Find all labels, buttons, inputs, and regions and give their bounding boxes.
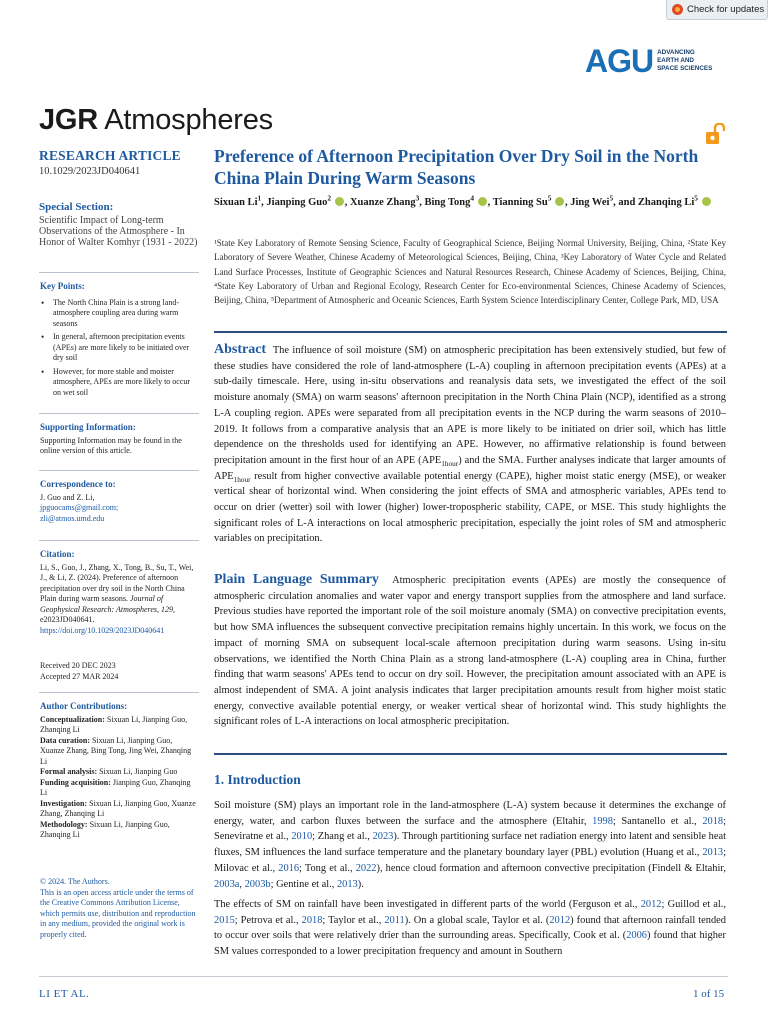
body-paragraph: The effects of SM on rainfall have been investigated in different parts of the world (Ferguson et al., 2012; Guillod et al., 2015; Petrova et al., 2018; Taylor et al., 2011). On a global scale, Taylor et al. (2012) found that afternoon rainfall tended to occur over soils that were relatively drier than the surrounding areas. Specifically, Cook et al. (2006) found that higher SM values corresponded to a lower precipitation frequency and amount in Southern xyxy=(214,899,726,958)
page-number: 1 of 15 xyxy=(693,988,725,1000)
article-type: RESEARCH ARTICLE xyxy=(39,148,181,163)
citation-doi-link[interactable]: https://doi.org/10.1029/2023JD040641 xyxy=(40,625,165,635)
reference-link[interactable]: 2006 xyxy=(626,930,647,942)
open-access-lock-icon xyxy=(705,123,725,145)
license-link[interactable]: Creative Commons Attribution xyxy=(51,898,151,907)
reference-link[interactable]: 2016 xyxy=(278,862,300,874)
contribution-item: Methodology: Sixuan Li, Jianping Guo, Zhanqing Li xyxy=(40,819,170,839)
divider xyxy=(39,272,199,273)
section-rule xyxy=(214,331,727,333)
affiliation-marker: 5 xyxy=(694,193,698,203)
affiliation-marker: 4 xyxy=(470,193,475,203)
orcid-icon[interactable] xyxy=(335,197,344,206)
correspondence-email-link[interactable]: zli@atmos.umd.edu xyxy=(40,513,105,523)
correspondence xyxy=(40,479,198,524)
check-for-updates-button[interactable] xyxy=(666,0,768,20)
correspondence-email-link[interactable]: jpguocams@gmail.com; xyxy=(40,503,119,512)
divider xyxy=(39,540,199,541)
reference-link[interactable]: 1998 xyxy=(592,815,613,827)
divider xyxy=(39,692,199,693)
divider xyxy=(39,413,199,414)
supporting-information xyxy=(40,422,198,457)
running-footer-authors: LI ET AL. xyxy=(39,988,90,1000)
author-name: Bing Tong xyxy=(424,197,471,208)
check-for-updates-label: Check for updates xyxy=(687,4,765,15)
reference-link[interactable]: 2011 xyxy=(384,914,405,926)
key-points xyxy=(40,281,198,401)
section-heading-introduction: 1. Introduction xyxy=(214,772,301,787)
key-point-item: • The North China Plain is a strong land-atmosphere coupling area during warm seasons xyxy=(40,298,198,330)
reference-link[interactable]: 2003a xyxy=(214,878,240,890)
crossmark-icon xyxy=(672,4,683,15)
author-name: Tianning Su xyxy=(492,197,548,208)
affiliations: ¹State Key Laboratory of Remote Sensing Science, Faculty of Geographical Science, Beijing Normal University, Beijing, China, ²State Key Laboratory of Severe Weather, Chinese Academy of Meteorological Sciences, Beijing, China, ³Key Laboratory of Water Cycle and Related Land Surface Processes, Institute of Geographic Sciences and Natural Resources Research, Chinese Academy of Sciences, Beijing, China, ⁴State Key Laboratory of Urban and Regional Ecology, Research Center for Eco-environmental Sciences, Chinese Academy of Sciences, Beijing, China, ⁵Department of Atmospheric and Oceanic Sciences, Earth System Science Interdisciplinary Center, College Park, MD, USA xyxy=(214,238,726,306)
journal-title: JGR Atmospheres xyxy=(39,104,273,136)
reference-link[interactable]: 2018 xyxy=(301,914,323,926)
accepted-date: Accepted 27 MAR 2024 xyxy=(40,671,119,681)
agu-logo-mark: AGU xyxy=(585,43,654,79)
citation-text: Li, S., Guo, J., Zhang, X., Tong, B., Su, T., Wei, J., & Li, Z. (2024). Preference of afternoon precipitation over dry soil in the North China Plain during warm seasons. Journal of Geophysical Research: Atmospheres, 129, e2023JD040641. https://doi.org/10.1029/2023JD040641 xyxy=(40,562,194,635)
reference-link[interactable]: 2018 xyxy=(702,815,724,827)
copyright-line: © 2024. The Authors. xyxy=(40,877,110,886)
correspondence-names: J. Guo and Z. Li, xyxy=(40,492,95,502)
orcid-icon[interactable] xyxy=(702,197,711,206)
correspondence-heading: Correspondence to: xyxy=(40,479,116,489)
reference-link[interactable]: 2013 xyxy=(702,847,724,859)
reference-link[interactable]: 2010 xyxy=(291,831,313,843)
author-name: Jianping Guo xyxy=(266,197,328,208)
body-paragraph: Soil moisture (SM) plays an important role in the land-atmosphere (L-A) system because it determines the exchange of energy, water, and carbon fluxes between the surface and the atmosphere (Eltahir, 1998; Santanello et al., 2018; Seneviratne et al., 2010; Zhang et al., 2023). Through partitioning surface net radiation energy into latent and sensible heat fluxes, SM influences the land surface temperature and the planetary boundary layer (PBL) evolution (Huang et al., 2013; Milovac et al., 2016; Tong et al., 2022), hence cloud formation and afternoon convective precipitation (Findell & Eltahir, 2003a, 2003b; Gentine et al., 2013). xyxy=(214,800,726,890)
special-section-heading: Special Section: xyxy=(39,201,114,213)
reference-link[interactable]: 2022 xyxy=(355,862,377,874)
orcid-icon[interactable] xyxy=(478,197,487,206)
author-list: Sixuan Li$^1$, Jianping Guo$^2$ , Xuanze Zhang$^3$, Bing Tong$^4$ , Tianning Su$^5$ , Jing Wei$^5$, and Zhanqing Li$^5$ xyxy=(214,196,724,210)
article-title: Preference of Afternoon Precipitation Over Dry Soil in the North China Plain During Warm Seasons xyxy=(214,146,699,188)
supporting-information-heading: Supporting Information: xyxy=(40,422,136,432)
contribution-item: Data curation: Sixuan Li, Jianping Guo, Xuanze Zhang, Bing Tong, Jing Wei, Zhanqing Li xyxy=(40,735,192,766)
contribution-item: Funding acquisition: Jianping Guo, Zhanqing Li xyxy=(40,777,191,797)
author-name: Zhanqing Li xyxy=(637,197,695,208)
agu-logo xyxy=(585,44,725,78)
citation xyxy=(40,549,198,636)
agu-logo-text: ADVANCING EARTH AND SPACE SCIENCES xyxy=(657,49,713,72)
article-dates xyxy=(40,661,198,682)
author-contributions xyxy=(40,701,198,841)
author-name: Xuanze Zhang xyxy=(349,197,416,208)
received-date: Received 20 DEC 2023 xyxy=(40,661,116,670)
special-section-text: Scientific Impact of Long-term Observations of the Atmosphere - In Honor of Walter Komhyr (1931 - 2022) xyxy=(39,215,198,248)
footer-rule xyxy=(39,976,728,977)
reference-link[interactable]: 2012 xyxy=(640,899,662,910)
plain-language-summary-heading: Plain Language Summary xyxy=(214,572,379,587)
plain-language-summary: Plain Language Summary Atmospheric precipitation events (APEs) are mostly the consequence of atmospheric circulation anomalies and water vapor and energy transport supplies from the atmosphere and land surface. Previous studies have reported the important role of the soil moisture anomaly (SMA) on convective precipitation events, but how SMA influences the subsequent convective precipitation remains highly uncertain. In this work, we focus on the impact of morning SMA on subsequent local-scale afternoon precipitation during warm seasons. Using in-situ observations, we identified the North China Plain as a strong land-atmosphere (L-A) coupling area in China, further finding that warm seasons' APEs tend to occur on dry soil. However, the precipitation amount associated with an APE is almost independent of SMA. A joint analysis indicates that larger precipitation amounts result from higher moist static energy, convective available potential energy, or weaker vertical shear of horizontal wind. This study highlights the significant roles of L-A interactions on local atmospheric precipitation. xyxy=(214,572,726,728)
contribution-item: Formal analysis: Sixuan Li, Jianping Guo xyxy=(40,767,178,776)
author-name: Sixuan Li xyxy=(214,197,258,208)
reference-link[interactable]: 2012 xyxy=(549,914,571,926)
affiliation-marker: 2 xyxy=(327,193,332,203)
supporting-information-text: Supporting Information may be found in the online version of this article. xyxy=(40,435,182,455)
key-point-item: • In general, afternoon precipitation events (APEs) are more likely to be initiated over dry soil xyxy=(40,332,198,364)
reference-link[interactable]: 2003b xyxy=(244,878,271,890)
license-text: This is an open access article under the terms of the Creative Commons Attribution License, which permits use, distribution and reproduction in any medium, provided the original work is properly cited. xyxy=(40,887,196,939)
article-doi: 10.1029/2023JD040641 xyxy=(39,166,141,177)
divider xyxy=(39,470,199,471)
copyright-notice xyxy=(40,877,198,940)
affiliation-marker: 3 xyxy=(415,193,420,203)
orcid-icon[interactable] xyxy=(555,197,564,206)
key-point-item: • However, for more stable and moister atmosphere, APEs are more likely to occur on wet soil xyxy=(40,367,198,399)
section-rule xyxy=(214,753,727,755)
abstract-heading: Abstract xyxy=(214,342,267,357)
abstract: Abstract The influence of soil moisture (SM) on atmospheric precipitation has been extensively studied, but few of these studies have considered the role of land-atmosphere (L-A) coupling in afternoon precipitation events (APEs) at a sub-daily timescale. Here, using in-situ observations and reanalysis data sets, we investigated the effect of the soil moisture anomaly (SMA) on warm seasons' afternoon precipitation in the North China Plain (NCP), identified as a strong L-A coupling region. APEs were separated from all precipitation events in the NCP during the warm seasons of 2010–2019. It follows from a comparative analysis that an APE is more likely to be initiated on drier soil, which has little dependence on the thresholds used for identifying an APE. However, no affirmative relationship is found between precipitation amount in the first hour of an APE $(APE_{1hour})$ and the SMA. Further analyses indicate that larger amounts of $APE_{1hour}$ result from higher convective available potential energy (CAPE), higher moist static energy (MSE), or weaker vertical shear of horizontal wind. When considering the joint effects of SMA and atmospheric variables, APEs tend to occur on drier (wetter) soil with lower (higher) lower-tropospheric stability, CAPE, or MSE. This study highlights the significant roles of L-A interactions on local atmospheric precipitation, especially the joint roles of SM and atmospheric variables on precipitation. xyxy=(214,342,726,545)
author-name: Jing Wei xyxy=(570,197,610,208)
contribution-item: Investigation: Sixuan Li, Jianping Guo, Xuanze Zhang, Zhanqing Li xyxy=(40,798,196,818)
reference-link[interactable]: 2023 xyxy=(372,831,394,843)
reference-link[interactable]: 2015 xyxy=(214,914,235,926)
key-points-heading: Key Points: xyxy=(40,281,85,291)
reference-link[interactable]: 2013 xyxy=(336,878,358,890)
affiliation-marker: 5 xyxy=(609,193,614,203)
affiliation-marker: 1 xyxy=(257,193,262,203)
contribution-item: Conceptualization: Sixuan Li, Jianping Guo, Zhanqing Li xyxy=(40,714,188,734)
affiliation-marker: 5 xyxy=(547,193,552,203)
author-contributions-heading: Author Contributions: xyxy=(40,701,128,711)
citation-heading: Citation: xyxy=(40,549,75,559)
